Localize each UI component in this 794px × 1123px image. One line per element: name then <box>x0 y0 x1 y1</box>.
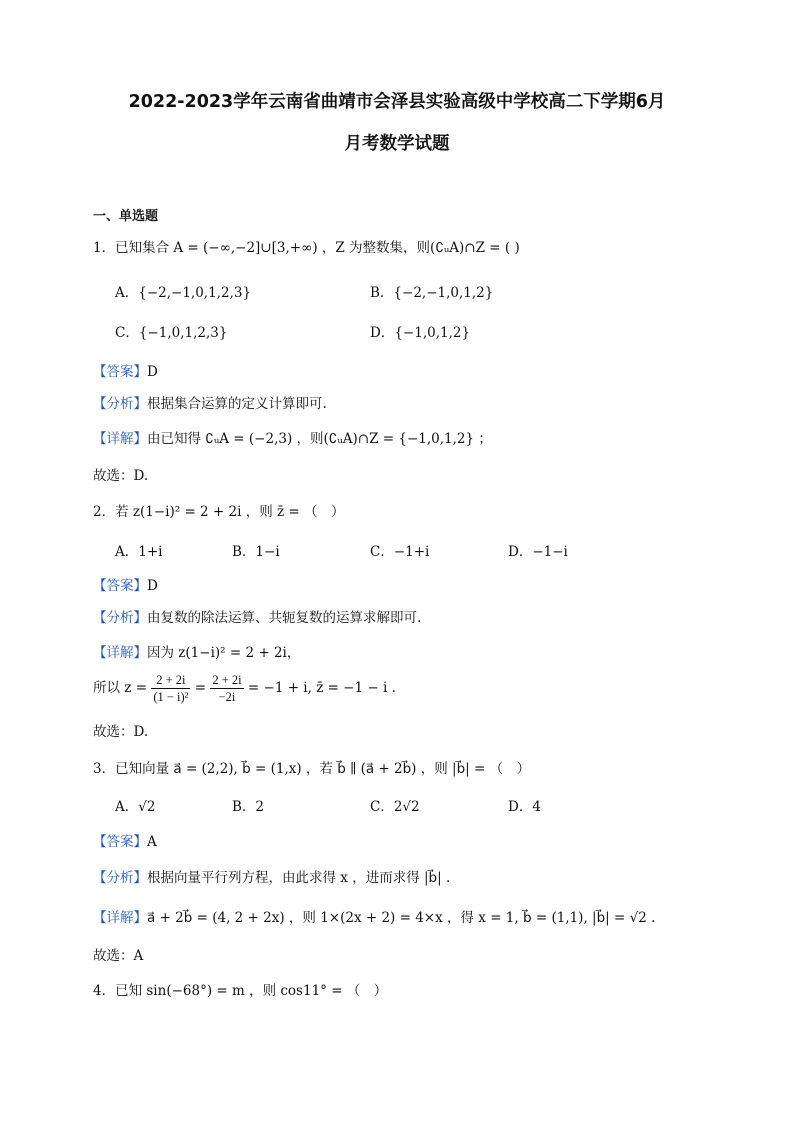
page-title-line1: 2022-2023学年云南省曲靖市会泽县实验高级中学校高二下学期6月 <box>128 92 666 112</box>
q3-conclusion: 故选：A <box>93 948 144 964</box>
q1-option-b: B．{−2,−1,0,1,2} <box>370 285 494 301</box>
q3-analysis-line <box>93 866 450 886</box>
q3-detail-line <box>93 906 655 926</box>
q2-derivation-suffix: = −1 + i, z̄ = −1 − i . <box>247 680 396 696</box>
answer-tag: 【答案】 <box>93 578 147 594</box>
q1-option-d: D．{−1,0,1,2} <box>370 325 471 341</box>
fraction-numerator: 2 + 2i <box>212 673 242 687</box>
q2-analysis: 由复数的除法运算、共轭复数的运算求解即可. <box>147 610 422 626</box>
section-heading: 一、单选题 <box>93 209 159 224</box>
q2-option-b: B．1−i <box>232 544 280 560</box>
q1-analysis: 根据集合运算的定义计算即可. <box>147 396 327 412</box>
fraction-denominator: −2i <box>218 690 236 704</box>
q1-answer-line <box>93 360 158 380</box>
analysis-tag: 【分析】 <box>93 610 147 626</box>
q2-analysis-line <box>93 606 421 626</box>
q1-stem: 1．已知集合 A = (−∞,−2]∪[3,+∞) ，Z 为整数集，则(∁ᵤA)∩Z = ( ) <box>93 240 520 256</box>
q1-analysis-line <box>93 392 327 412</box>
q3-option-b: B．2 <box>232 799 265 815</box>
q1-option-a: A．{−2,−1,0,1,2,3} <box>115 285 252 301</box>
q1-detail: 由已知得 ∁ᵤA = (−2,3) ，则(∁ᵤA)∩Z = {−1,0,1,2} ； <box>147 431 492 447</box>
q2-fraction-1 <box>151 672 190 705</box>
q3-option-c: C．2√2 <box>370 799 420 815</box>
q1-detail-line <box>93 427 492 447</box>
equals-sign: = <box>194 680 207 696</box>
q3-detail: a⃗ + 2b⃗ = (4, 2 + 2x) ，则 1×(2x + 2) = 4×x ，得 x = 1, b⃗ = (1,1), |b⃗| = √2 . <box>147 910 656 926</box>
analysis-tag: 【分析】 <box>93 870 147 886</box>
q2-detail-line <box>93 641 300 661</box>
q3-answer: A <box>147 834 157 850</box>
q2-option-a: A．1+i <box>115 544 163 560</box>
q2-stem: 2．若 z(1−i)² = 2 + 2i ，则 z̄ = （ ） <box>93 504 345 520</box>
q3-option-d: D．4 <box>508 799 541 815</box>
q1-answer: D <box>147 364 158 380</box>
q2-fraction-2 <box>210 672 243 705</box>
detail-tag: 【详解】 <box>93 910 147 926</box>
q2-option-c: C．−1+i <box>370 544 430 560</box>
fraction-numerator: 2 + 2i <box>151 672 190 689</box>
q3-analysis: 根据向量平行列方程，由此求得 x ，进而求得 |b⃗| . <box>147 870 451 886</box>
page-title-line2: 月考数学试题 <box>344 134 450 154</box>
q2-answer: D <box>147 578 158 594</box>
q2-derivation-prefix: 所以 z = <box>93 680 148 696</box>
detail-tag: 【详解】 <box>93 645 147 661</box>
answer-tag: 【答案】 <box>93 364 147 380</box>
q3-option-a: A．√2 <box>115 799 156 815</box>
q3-stem: 3．已知向量 a⃗ = (2,2), b⃗ = (1,x) ，若 b⃗ ∥ (a⃗ + 2b⃗) ，则 |b⃗| = （ ） <box>93 761 531 777</box>
q2-derivation <box>93 672 396 705</box>
analysis-tag: 【分析】 <box>93 396 147 412</box>
q2-detail: 因为 z(1−i)² = 2 + 2i， <box>147 645 301 661</box>
q2-conclusion: 故选：D. <box>93 724 149 740</box>
fraction-denominator: (1 − i)² <box>153 690 189 704</box>
q3-answer-line <box>93 830 157 850</box>
detail-tag: 【详解】 <box>93 431 147 447</box>
q1-option-c: C．{−1,0,1,2,3} <box>115 325 228 341</box>
q2-option-d: D．−1−i <box>508 544 568 560</box>
answer-tag: 【答案】 <box>93 834 147 850</box>
q4-stem: 4．已知 sin(−68°) = m ，则 cos11° = （ ） <box>93 983 388 999</box>
q2-answer-line <box>93 574 158 594</box>
q1-conclusion: 故选：D. <box>93 468 149 484</box>
